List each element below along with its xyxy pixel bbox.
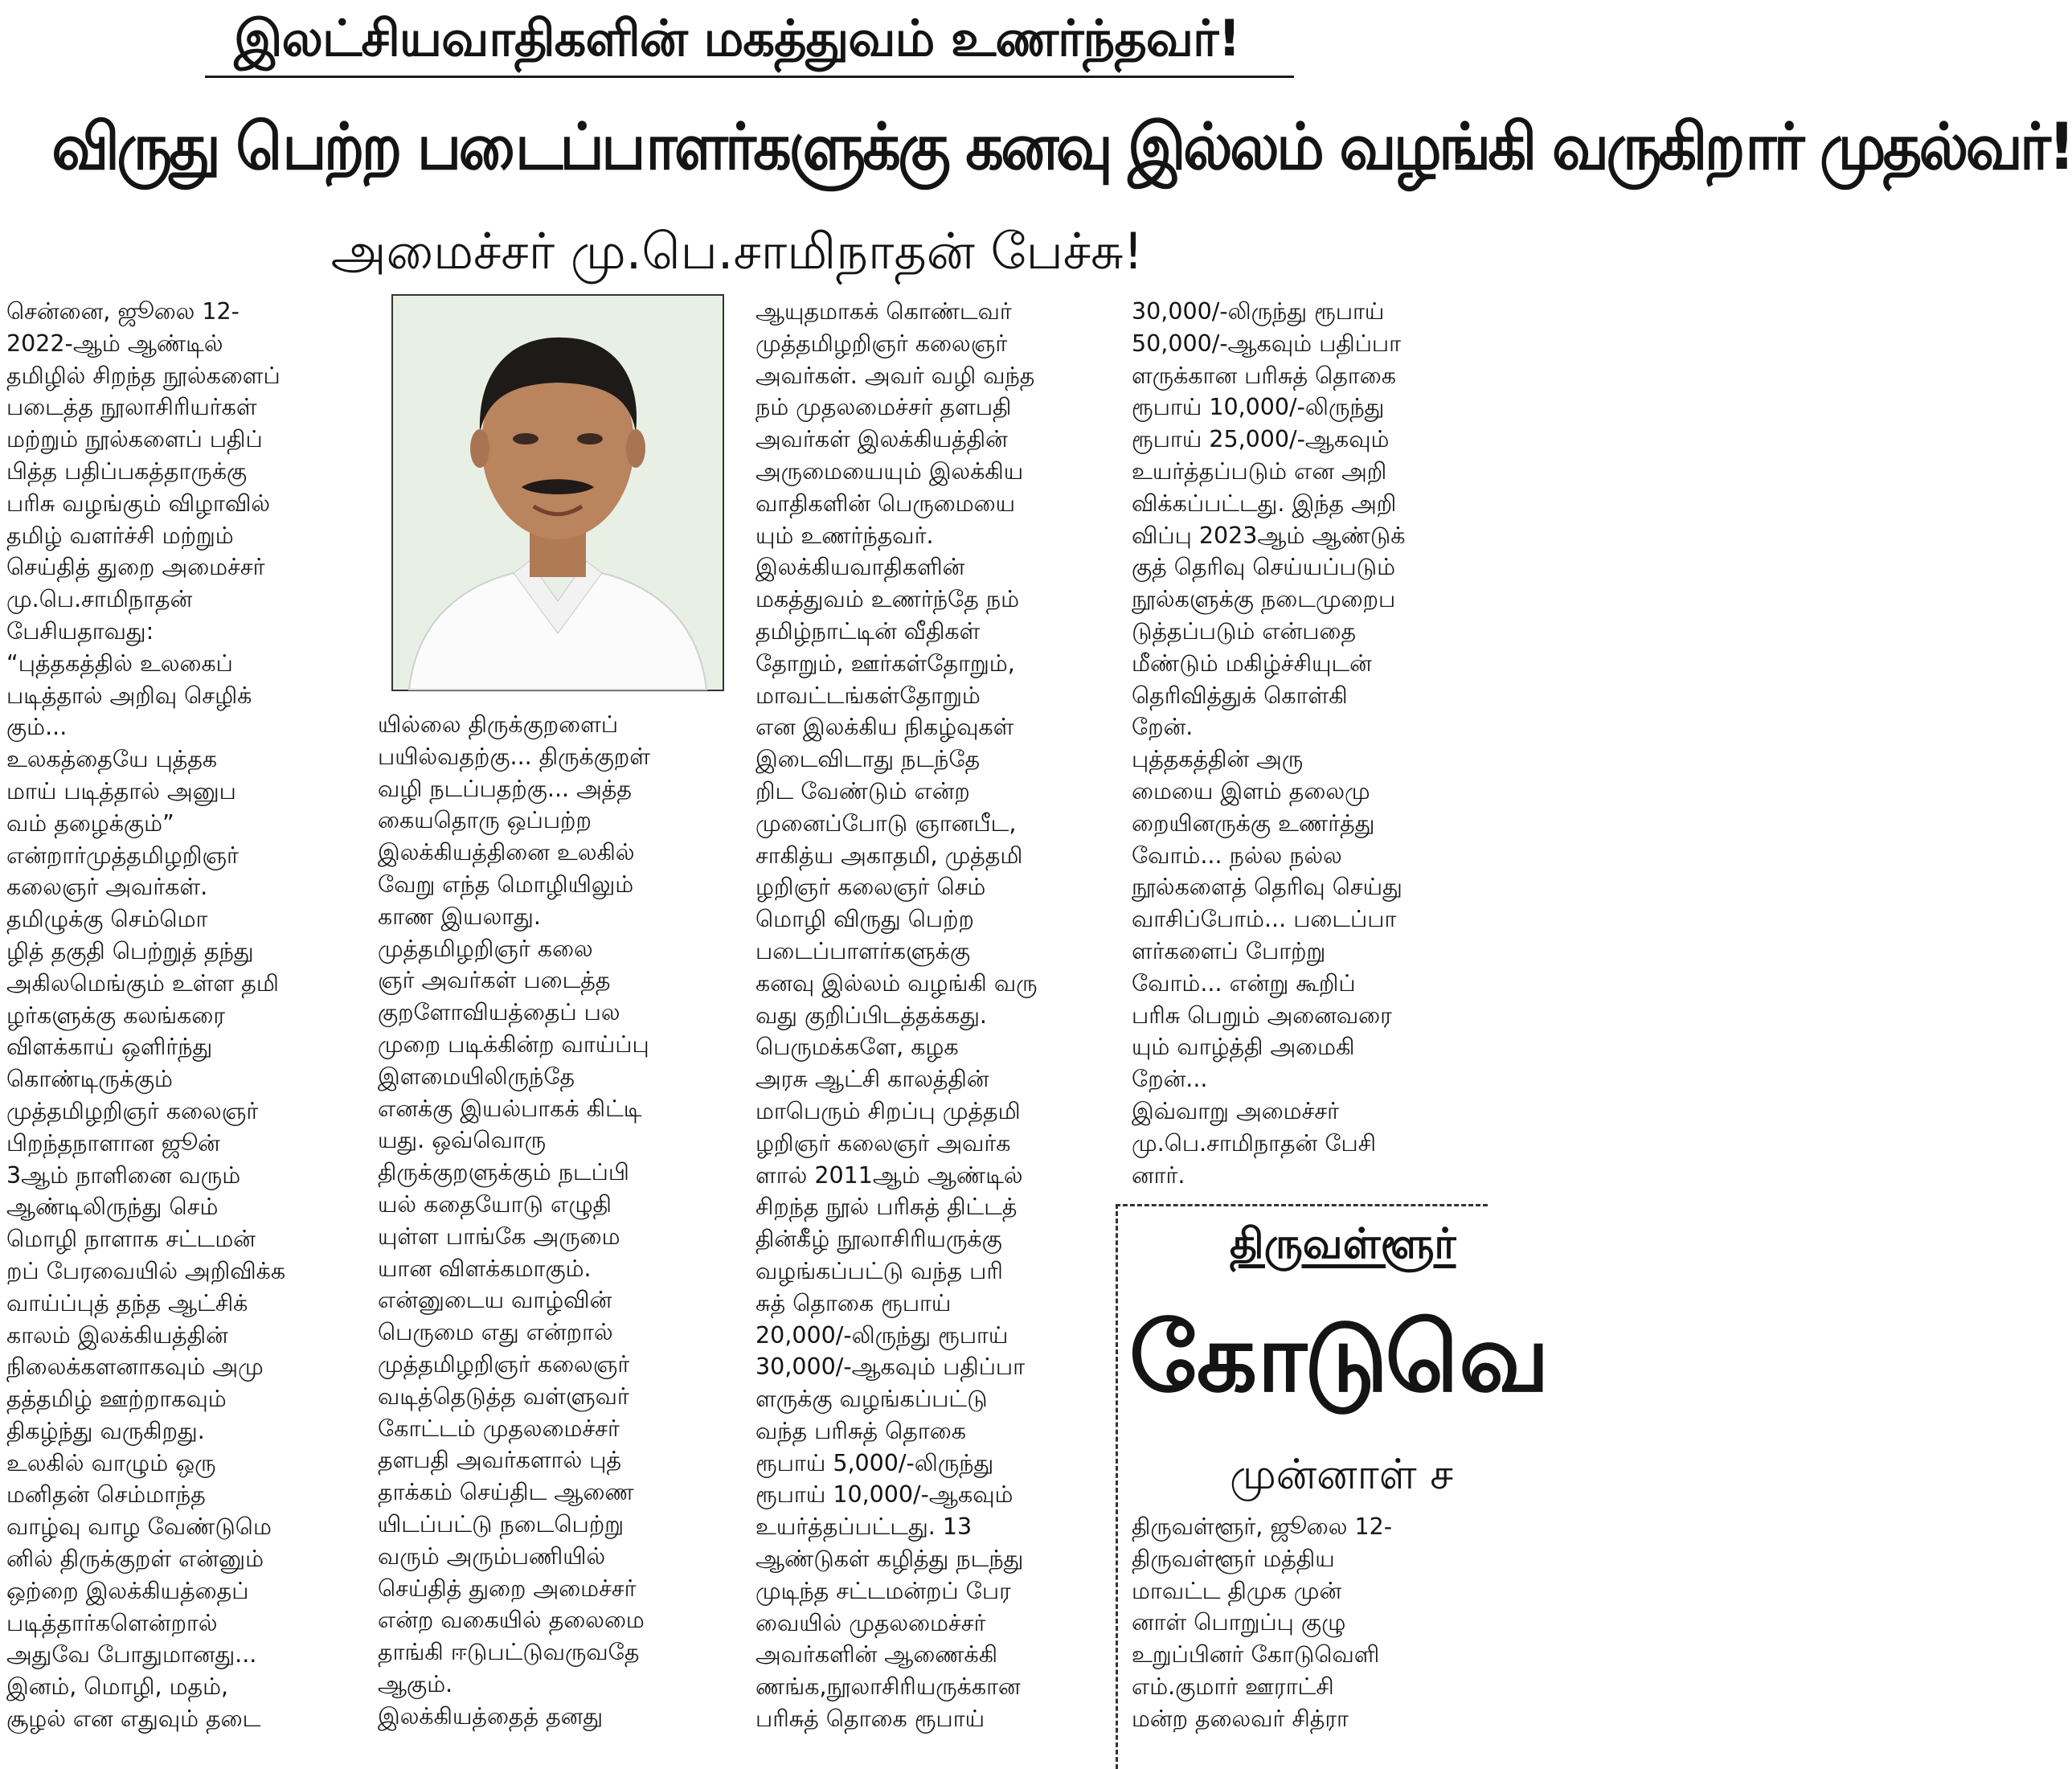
text-line: சாகித்ய அகாதமி, முத்தமி: [756, 842, 1023, 869]
text-line: ழறிஞர் கலைஞர் அவர்க: [756, 1129, 1011, 1157]
text-line: அவர்களின் ஆணைக்கி: [756, 1641, 998, 1669]
text-line: வோம்... நல்ல நல்ல: [1132, 842, 1342, 869]
text-line: தத்தமிழ் ஊற்றாகவும்: [6, 1386, 227, 1413]
text-line: இளமையிலிருந்தே: [378, 1063, 575, 1090]
text-line: முத்தமிழறிஞர் கலைஞர்: [756, 330, 1008, 357]
text-line: பரிசுத் தொகை ரூபாய்: [756, 1706, 985, 1733]
text-line: என்றார்முத்தமிழறிஞர்: [6, 842, 239, 869]
text-line: மற்றும் நூல்களைப் பதிப்: [6, 426, 263, 453]
text-line: என்னுடைய வாழ்வின்: [378, 1287, 612, 1314]
text-line: யல் கதையோடு எழுதி: [378, 1190, 612, 1218]
text-line: கனவு இல்லம் வழங்கி வரு: [756, 969, 1038, 997]
text-line: தமிழ் வளர்ச்சி மற்றும்: [6, 522, 234, 549]
text-line: மையை இளம் தலைமு: [1132, 777, 1370, 805]
text-line: விப்பு 2023ஆம் ஆண்டுக்: [1132, 522, 1406, 549]
text-line: னில் திருக்குறள் என்னும்: [6, 1546, 264, 1573]
text-line: உயர்த்தப்பட்டது. 13: [756, 1513, 973, 1541]
text-line: இலக்கியத்தினை உலகில்: [378, 839, 635, 866]
text-line: பித்த பதிப்பகத்தாருக்கு: [6, 457, 248, 485]
text-line: யும் உணர்ந்தவர்.: [756, 522, 934, 549]
text-line: தளபதி அவர்களால் புத்: [378, 1447, 622, 1474]
text-line: பெருமை எது என்றால்: [378, 1319, 613, 1346]
text-line: வோம்... என்று கூறிப்: [1132, 969, 1356, 997]
text-line: யில்லை திருக்குறளைப்: [378, 711, 619, 738]
text-line: யும் வாழ்த்தி அமைகி: [1132, 1034, 1355, 1061]
text-line: எம்.குமார் ஊராட்சி: [1132, 1673, 1334, 1700]
text-line: இவ்வாறு அமைச்சர்: [1132, 1097, 1340, 1124]
text-line: தாக்கம் செய்திட ஆணை: [378, 1479, 634, 1506]
text-line: சென்னை, ஜூலை 12-: [6, 298, 240, 325]
text-line: கும்...: [6, 714, 68, 741]
text-line: மொழி நாளாக சட்டமன்: [6, 1226, 256, 1253]
text-line: அருமையையும் இலக்கிய: [756, 457, 1024, 485]
text-line: ழர்களுக்கு கலங்கரை: [6, 1001, 226, 1029]
text-line: வது குறிப்பிடத்தக்கது.: [756, 1001, 987, 1029]
headline-sub: அமைச்சர் மு.பெ.சாமிநாதன் பேச்சு!: [330, 222, 1144, 281]
text-line: படித்தால் அறிவு செழிக்: [6, 682, 252, 709]
text-line: வந்த பரிசுத் தொகை: [756, 1417, 966, 1444]
text-line: நிலைக்களனாகவும் அமு: [6, 1353, 264, 1381]
text-line: உயர்த்தப்படும் என அறி: [1132, 457, 1387, 485]
text-line: மொழி விருது பெற்ற: [756, 906, 974, 933]
text-line: யிடப்பட்டு நடைபெற்று: [378, 1510, 624, 1538]
text-line: ரூபாய் 10,000/-ஆகவும்: [756, 1481, 1013, 1509]
text-line: 2022-ஆம் ஆண்டில்: [6, 330, 223, 357]
text-line: உறுப்பினர் கோடுவெளி: [1132, 1641, 1380, 1669]
text-line: மன்ற தலைவர் சித்ரா: [1132, 1705, 1349, 1732]
text-line: இலக்கியத்தைத் தனது: [378, 1702, 604, 1730]
headline-main: விருது பெற்ற படைப்பாளர்களுக்கு கனவு இல்லம் வழங்கி வருகிறார் முதல்வர்!: [51, 109, 2072, 184]
headline-top: இலட்சியவாதிகளின் மகத்துவம் உணர்ந்தவர்!: [234, 9, 1240, 68]
text-line: இனம், மொழி, மதம்,: [6, 1673, 229, 1701]
text-line: பயில்வதற்கு... திருக்குறள்: [378, 743, 651, 770]
headline-rule: [205, 76, 1294, 78]
text-line: இடைவிடாது நடந்தே: [756, 746, 981, 773]
article-column-2: [378, 709, 719, 1733]
text-line: ளருக்கு வழங்கப்பட்டு: [756, 1386, 988, 1413]
text-line: றப் பேரவையில் அறிவிக்க: [6, 1257, 286, 1284]
text-line: தாங்கி ஈடுபட்டுவருவதே: [378, 1639, 640, 1666]
text-line: பரிசு வழங்கும் விழாவில்: [6, 489, 271, 517]
text-line: காண இயலாது.: [378, 903, 541, 930]
text-line: ஆண்டுகள் கழித்து நடந்து: [756, 1546, 1024, 1573]
text-line: வையில் முதலமைச்சர்: [756, 1609, 986, 1636]
text-line: டுத்தப்படும் என்பதை: [1132, 617, 1357, 645]
text-line: மாபெரும் சிறப்பு முத்தமி: [756, 1097, 1021, 1124]
text-line: தெரிவித்துக் கொள்கி: [1132, 682, 1348, 709]
text-line: ழித் தகுதி பெற்றுத் தந்து: [6, 937, 254, 964]
text-line: குறளோவியத்தைப் பல: [378, 999, 620, 1026]
text-line: மு.பெ.சாமிநாதன் பேசி: [1132, 1129, 1377, 1157]
text-line: வாதிகளின் பெருமையை: [756, 489, 1016, 517]
text-line: மு.பெ.சாமிநாதன்: [6, 586, 193, 613]
text-line: வழங்கப்பட்டு வந்த பரி: [756, 1257, 1003, 1284]
text-line: 30,000/-ஆகவும் பதிப்பா: [756, 1353, 1026, 1381]
text-line: படைத்த நூலாசிரியர்கள்: [6, 394, 257, 421]
text-line: “புத்தகத்தில் உலகைப்: [6, 649, 233, 677]
text-line: விக்கப்பட்டது. இந்த அறி: [1132, 489, 1397, 517]
text-line: ரூபாய் 10,000/-லிருந்து: [1132, 394, 1385, 421]
text-line: சிறந்த நூல் பரிசுத் திட்டத்: [756, 1194, 1018, 1221]
text-line: ஆயுதமாகக் கொண்டவர்: [756, 298, 1012, 325]
article-column-3: [756, 296, 1101, 1735]
text-line: எனக்கு இயல்பாகக் கிட்டி: [378, 1095, 642, 1122]
text-line: திருக்குறளுக்கும் நடப்பி: [378, 1159, 629, 1186]
text-line: பெருமக்களே, கழக: [756, 1034, 959, 1061]
text-line: முனைப்போடு ஞானபீட,: [756, 809, 1017, 837]
text-line: திகழ்ந்து வருகிறது.: [6, 1417, 205, 1444]
text-line: வாய்ப்புத் தந்த ஆட்சிக்: [6, 1289, 248, 1317]
text-line: கொண்டிருக்கும்: [6, 1066, 173, 1093]
text-line: ஆண்டிலிருந்து செம்: [6, 1194, 219, 1221]
text-line: ஞர் அவர்கள் படைத்த: [378, 967, 611, 994]
text-line: அகிலமெங்கும் உள்ள தமி: [6, 969, 279, 997]
text-line: வாசிப்போம்... படைப்பா: [1132, 906, 1397, 933]
text-line: கலைஞர் அவர்கள்.: [6, 874, 208, 901]
text-line: உலகத்தையே புத்தக: [6, 746, 218, 773]
text-line: முத்தமிழறிஞர் கலைஞர்: [6, 1097, 259, 1124]
text-line: முத்தமிழறிஞர் கலை: [378, 935, 593, 962]
text-line: னாள் பொறுப்பு குழு: [1132, 1609, 1346, 1636]
text-line: ஆகும்.: [378, 1670, 453, 1697]
text-line: தின்கீழ் நூலாசிரியருக்கு: [756, 1226, 1002, 1253]
text-line: இலக்கியவாதிகளின்: [756, 554, 965, 581]
text-line: முத்தமிழறிஞர் கலைஞர்: [378, 1350, 630, 1378]
text-line: விளக்காய் ஒளிர்ந்து: [6, 1034, 213, 1061]
text-line: ழறிஞர் கலைஞர் செம்: [756, 874, 986, 901]
text-line: குத் தெரிவு செய்யப்படும்: [1132, 554, 1396, 581]
text-line: சுத் தொகை ரூபாய்: [756, 1289, 952, 1317]
text-line: ளால் 2011ஆம் ஆண்டில்: [756, 1161, 1023, 1189]
text-line: ணங்க,நூலாசிரியருக்கான: [756, 1673, 1021, 1701]
side-story-subhead: முன்னாள் ச: [1230, 1451, 1454, 1499]
text-line: றேன்...: [1132, 1066, 1208, 1093]
text-line: மாய் படித்தால் அனுப: [6, 777, 236, 805]
text-line: புத்தகத்தின் அரு: [1132, 746, 1304, 773]
article-column-4: [1132, 296, 1473, 1191]
text-line: முடிந்த சட்டமன்றப் பேர: [756, 1577, 1011, 1604]
text-line: வழி நடப்பதற்கு... அத்த: [378, 775, 632, 802]
text-line: மனிதன் செம்மாந்த: [6, 1481, 206, 1509]
side-story-text: [1132, 1511, 1477, 1735]
text-line: நூல்களைத் தெரிவு செய்து: [1132, 874, 1402, 901]
text-line: தமிழ்நாட்டின் வீதிகள்: [756, 617, 981, 645]
text-line: னார்.: [1132, 1161, 1185, 1189]
text-line: என இலக்கிய நிகழ்வுகள்: [756, 714, 1014, 741]
text-line: ரூபாய் 25,000/-ஆகவும்: [1132, 426, 1390, 453]
text-line: படித்தார்களென்றால்: [6, 1609, 218, 1636]
side-story-title: திருவள்ளூர்: [1230, 1220, 1456, 1268]
portrait-image: [393, 296, 723, 690]
minister-photo: [391, 294, 724, 691]
article-column-1: [6, 296, 344, 1735]
text-line: கையதொரு ஒப்பற்ற: [378, 807, 592, 834]
text-line: யது. ஒவ்வொரு: [378, 1127, 547, 1154]
text-line: திருவள்ளூர், ஜூலை 12-: [1132, 1513, 1393, 1540]
text-line: பேசியதாவது:: [6, 617, 154, 645]
text-line: தமிழுக்கு செம்மொ: [6, 906, 208, 933]
text-line: செய்தித் துறை அமைச்சர்: [378, 1574, 637, 1602]
text-line: ஒற்றை இலக்கியத்தைப்: [6, 1577, 249, 1604]
text-line: பிறந்தநாளான ஜூன்: [6, 1129, 220, 1157]
text-line: திருவள்ளூர் மத்திய: [1132, 1545, 1335, 1572]
text-line: நூல்களுக்கு நடைமுறைப: [1132, 586, 1396, 613]
text-line: உலகில் வாழும் ஒரு: [6, 1449, 216, 1476]
text-line: வடித்தெடுத்த வள்ளுவர்: [378, 1382, 629, 1410]
text-line: காலம் இலக்கியத்தின்: [6, 1321, 228, 1349]
text-line: யுள்ள பாங்கே அருமை: [378, 1222, 620, 1250]
text-line: 3ஆம் நாளினை வரும்: [6, 1161, 241, 1189]
text-line: மாவட்ட திமுக முன்: [1132, 1577, 1342, 1604]
text-line: முறை படிக்கின்ற வாய்ப்பு: [378, 1030, 649, 1058]
text-line: படைப்பாளர்களுக்கு: [756, 937, 971, 964]
text-line: சூழல் என எதுவும் தடை: [6, 1706, 261, 1733]
text-line: 50,000/-ஆகவும் பதிப்பா: [1132, 330, 1402, 357]
text-line: வம் தழைக்கும்”: [6, 809, 174, 837]
text-line: வேறு எந்த மொழியிலும்: [378, 870, 634, 898]
text-line: 20,000/-லிருந்து ரூபாய்: [756, 1321, 1009, 1349]
text-line: தோறும், ஊர்கள்தோறும்,: [756, 649, 1015, 677]
text-line: வரும் அரும்பணியில்: [378, 1542, 606, 1570]
text-line: என்ற வகையில் தலைமை: [378, 1607, 645, 1634]
text-line: மீண்டும் மகிழ்ச்சியுடன்: [1132, 649, 1372, 677]
text-line: அரசு ஆட்சி காலத்தின்: [756, 1066, 989, 1093]
text-line: றேன்.: [1132, 714, 1194, 741]
text-line: கோட்டம் முதலமைச்சர்: [378, 1415, 620, 1442]
text-line: மகத்துவம் உணர்ந்தே நம்: [756, 586, 1020, 613]
text-line: அவர்கள். அவர் வழி வந்த: [756, 362, 1035, 389]
text-line: அவர்கள் இலக்கியத்தின்: [756, 426, 1008, 453]
text-line: அதுவே போதுமானது...: [6, 1641, 257, 1669]
text-line: வாழ்வு வாழ வேண்டுமெ: [6, 1513, 272, 1541]
text-line: ரூபாய் 5,000/-லிருந்து: [756, 1449, 994, 1476]
text-line: ளர்களைப் போற்று: [1132, 937, 1326, 964]
text-line: செய்தித் துறை அமைச்சர்: [6, 554, 265, 581]
side-story-headline: கோடுவெ: [1129, 1302, 1546, 1413]
text-line: ளருக்கான பரிசுத் தொகை: [1132, 362, 1396, 389]
text-line: றையினருக்கு உணர்த்து: [1132, 809, 1375, 837]
text-line: நம் முதலமைச்சர் தளபதி: [756, 394, 1012, 421]
text-line: றிட வேண்டும் என்ற: [756, 777, 970, 805]
text-line: யான விளக்கமாகும்.: [378, 1255, 592, 1282]
text-line: மாவட்டங்கள்தோறும்: [756, 682, 981, 709]
text-line: பரிசு பெறும் அனைவரை: [1132, 1001, 1392, 1029]
text-line: 30,000/-லிருந்து ரூபாய்: [1132, 298, 1385, 325]
text-line: தமிழில் சிறந்த நூல்களைப்: [6, 362, 280, 389]
